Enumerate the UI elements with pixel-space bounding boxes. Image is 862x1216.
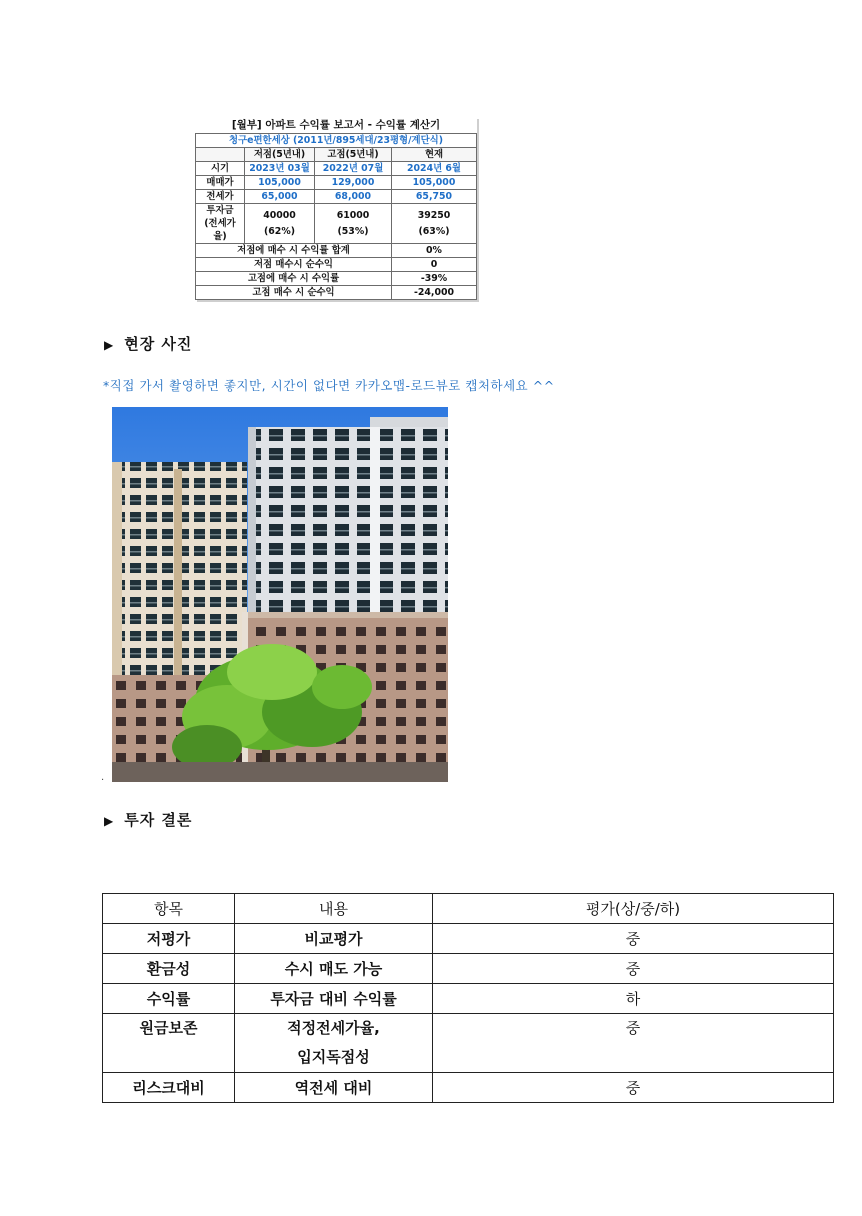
section-heading-photo xyxy=(104,333,192,354)
row-item-text: 원금보존 xyxy=(139,1019,198,1037)
investment-ratio: (62%) xyxy=(263,226,295,237)
row-rating-text: 중 xyxy=(625,1019,641,1037)
investment-ratio: (53%) xyxy=(337,226,369,237)
row-content xyxy=(235,1014,433,1073)
section-heading-conclusion xyxy=(104,809,192,830)
calc-cell: 105,000 xyxy=(245,176,315,190)
col-header-rating: 평가(상/중/하) xyxy=(433,894,834,924)
calc-header-empty xyxy=(196,148,245,162)
calc-summary-label: 저점 매수시 순수익 xyxy=(196,258,392,272)
row-rating: 중 xyxy=(433,1073,834,1103)
yield-calculator-table xyxy=(195,117,477,300)
row-rating: 중 xyxy=(433,954,834,984)
triangle-bullet-icon: ▶ xyxy=(104,814,115,828)
label-line: 율) xyxy=(213,231,227,242)
heading-text: 투자 결론 xyxy=(124,811,193,829)
calc-cell: 129,000 xyxy=(315,176,392,190)
col-header-item: 항목 xyxy=(103,894,235,924)
row-item: 수익률 xyxy=(103,984,235,1014)
col-header-content: 내용 xyxy=(235,894,433,924)
table-row xyxy=(103,1073,834,1103)
row-item: 리스크대비 xyxy=(103,1073,235,1103)
table-row xyxy=(103,954,834,984)
calc-cell: 105,000 xyxy=(392,176,477,190)
investment-conclusion-table xyxy=(102,893,834,1103)
photo-note: *직접 가서 촬영하면 좋지만, 시간이 없다면 카카오맵-로드뷰로 캡처하세요 ^^ xyxy=(103,378,555,393)
calc-cell: 2022년 07월 xyxy=(315,162,392,176)
row-content: 수시 매도 가능 xyxy=(235,954,433,984)
calc-investment-cell xyxy=(315,204,392,244)
heading-text: 현장 사진 xyxy=(124,335,193,353)
calc-summary-value: 0 xyxy=(392,258,477,272)
calc-cell: 2023년 03월 xyxy=(245,162,315,176)
calc-investment-cell xyxy=(245,204,315,244)
row-rating: 중 xyxy=(433,924,834,954)
calc-investment-label xyxy=(196,204,245,244)
calc-summary-label: 저점에 매수 시 수익률 합계 xyxy=(196,244,392,258)
row-rating: 하 xyxy=(433,984,834,1014)
row-item: 저평가 xyxy=(103,924,235,954)
calc-investment-cell xyxy=(392,204,477,244)
table-row xyxy=(103,984,834,1014)
calc-header-current: 현재 xyxy=(392,148,477,162)
calc-summary-value: -39% xyxy=(392,272,477,286)
triangle-bullet-icon: ▶ xyxy=(104,338,115,352)
calc-cell: 65,750 xyxy=(392,190,477,204)
investment-amount: 39250 xyxy=(417,210,451,221)
site-photo xyxy=(112,407,448,782)
row-content-line: 적정전세가율, xyxy=(287,1019,380,1037)
table-row xyxy=(103,1014,834,1073)
calc-header-low: 저점(5년내) xyxy=(245,148,315,162)
calc-summary-label: 고점 매수 시 순수익 xyxy=(196,286,392,300)
calc-cell: 68,000 xyxy=(315,190,392,204)
row-rating xyxy=(433,1014,834,1073)
row-content: 투자금 대비 수익률 xyxy=(235,984,433,1014)
label-line: 투자금 xyxy=(206,205,234,216)
row-item: 환금성 xyxy=(103,954,235,984)
row-content: 역전세 대비 xyxy=(235,1073,433,1103)
calc-header-high: 고점(5년내) xyxy=(315,148,392,162)
calc-row-label: 매매가 xyxy=(196,176,245,190)
calc-row-label: 시기 xyxy=(196,162,245,176)
calc-summary-label: 고점에 매수 시 수익률 xyxy=(196,272,392,286)
label-line: (전세가 xyxy=(204,218,236,229)
calc-cell: 65,000 xyxy=(245,190,315,204)
stray-dot: . xyxy=(101,772,105,783)
row-item xyxy=(103,1014,235,1073)
calc-row-label: 전세가 xyxy=(196,190,245,204)
investment-amount: 40000 xyxy=(263,210,296,221)
calc-summary-value: -24,000 xyxy=(392,286,477,300)
calc-summary-value: 0% xyxy=(392,244,477,258)
investment-amount: 61000 xyxy=(336,210,370,221)
row-content-line: 입지독점성 xyxy=(297,1048,370,1066)
row-content: 비교평가 xyxy=(235,924,433,954)
calculator-subtitle: 청구e편한세상 (2011년/895세대/23평형/계단식) xyxy=(196,134,477,148)
investment-ratio: (63%) xyxy=(418,226,450,237)
calculator-title: [월부] 아파트 수익률 보고서 - 수익률 계산기 xyxy=(196,117,477,134)
calc-cell: 2024년 6월 xyxy=(392,162,477,176)
table-row xyxy=(103,924,834,954)
